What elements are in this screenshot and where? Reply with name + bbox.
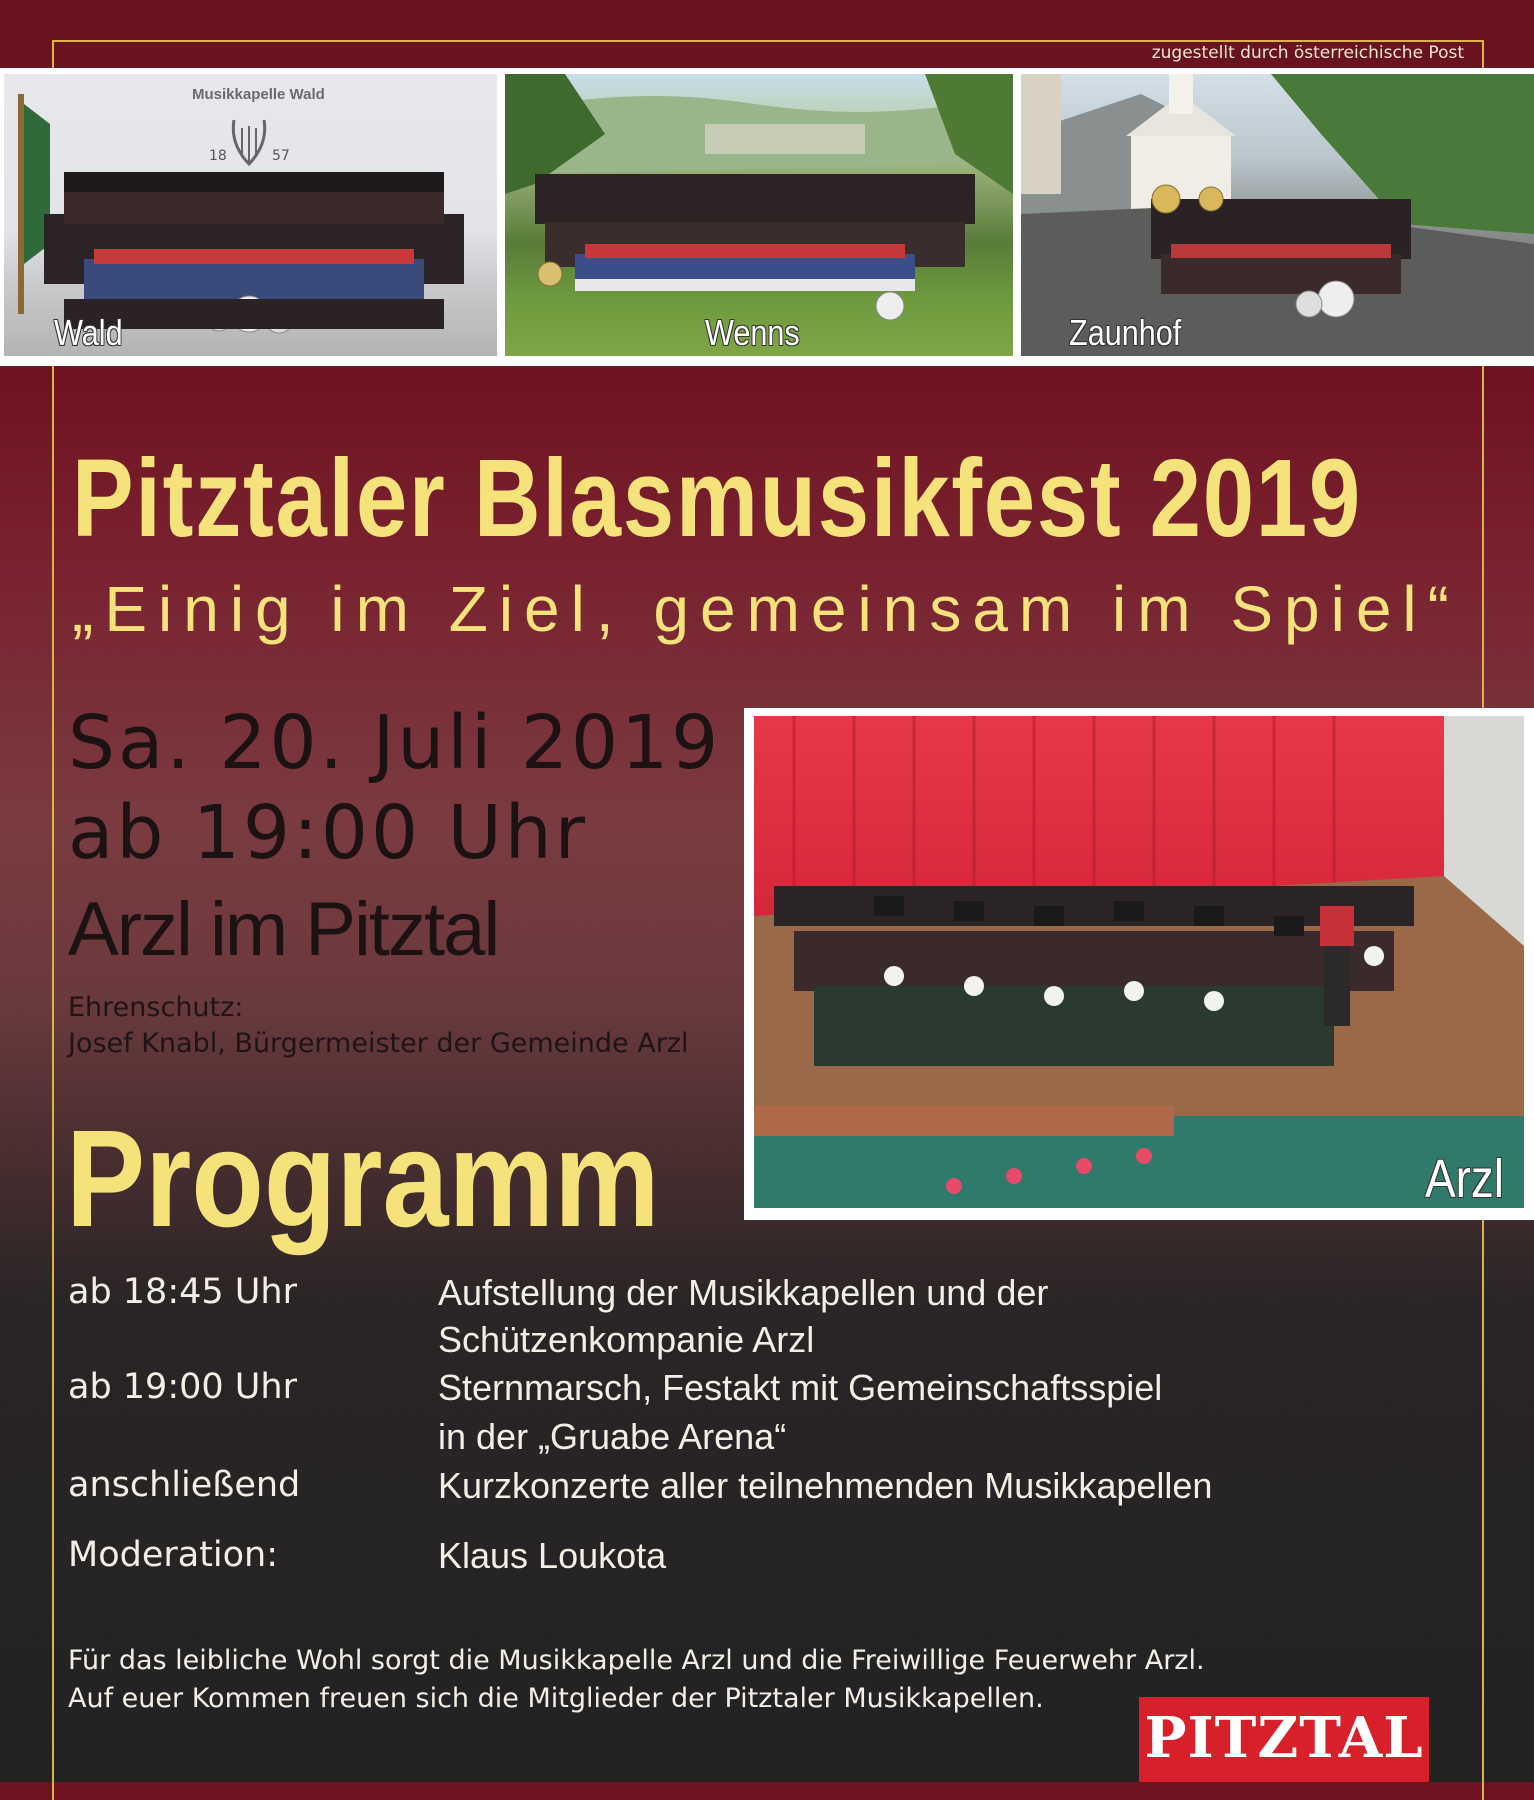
event-date: Sa. 20. Juli 2019 [68, 700, 722, 786]
photo-year-right: 57 [272, 148, 290, 164]
program-heading: Programm [66, 1102, 660, 1256]
photo-strip [0, 68, 1534, 366]
event-place: Arzl im Pitztal [68, 887, 499, 972]
program-desc-1b: Schützenkompanie Arzl [438, 1319, 815, 1360]
program-time-3: anschließend [68, 1465, 301, 1505]
photo-arzl-image [754, 716, 1524, 1208]
program-time-1: ab 18:45 Uhr [68, 1272, 297, 1312]
photo-banner-text: Musikkapelle Wald [192, 86, 325, 103]
footer-line-1: Für das leibliche Wohl sorgt die Musikkapelle Arzl und die Freiwillige Feuerwehr Arzl. [68, 1645, 1205, 1676]
postal-note: zugestellt durch österreichische Post [1151, 43, 1464, 63]
pitztal-logo-text: PITZTAL [1144, 1705, 1424, 1771]
program-time-2: ab 19:00 Uhr [68, 1367, 297, 1407]
event-title: Pitztaler Blasmusikfest 2019 [72, 437, 1362, 560]
photo-wald [4, 74, 497, 356]
photo-year-left: 18 [209, 148, 227, 164]
patronage-name: Josef Knabl, Bürgermeister der Gemeinde Arzl [68, 1028, 689, 1059]
event-motto: „Einig im Ziel, gemeinsam im Spiel“ [72, 573, 1460, 645]
program-desc-2a: Sternmarsch, Festakt mit Gemeinschaftsspiel [438, 1367, 1163, 1408]
photo-label-arzl: Arzl [1424, 1149, 1504, 1208]
photo-label-zaunhof: Zaunhof [1069, 312, 1182, 353]
program-desc-2b: in der „Gruabe Arena“ [438, 1416, 787, 1457]
program-desc-4: Klaus Loukota [438, 1535, 667, 1576]
patronage-label: Ehrenschutz: [68, 992, 244, 1023]
concert-band-illustration [754, 716, 1524, 1208]
footer-line-2: Auf euer Kommen freuen sich die Mitglieder der Pitztaler Musikkapellen. [68, 1683, 1044, 1714]
program-desc-1a: Aufstellung der Musikkapellen und der [438, 1272, 1049, 1313]
program-time-4: Moderation: [68, 1535, 279, 1575]
photo-label-wald: Wald [54, 312, 123, 353]
photo-label-wenns: Wenns [705, 312, 800, 353]
photo-zaunhof [1021, 74, 1534, 356]
photo-wenns [505, 74, 1013, 356]
event-time: ab 19:00 Uhr [68, 790, 589, 876]
program-desc-3: Kurzkonzerte aller teilnehmenden Musikkapellen [438, 1465, 1213, 1506]
photo-arzl [744, 708, 1534, 1220]
pitztal-logo [1139, 1697, 1429, 1782]
